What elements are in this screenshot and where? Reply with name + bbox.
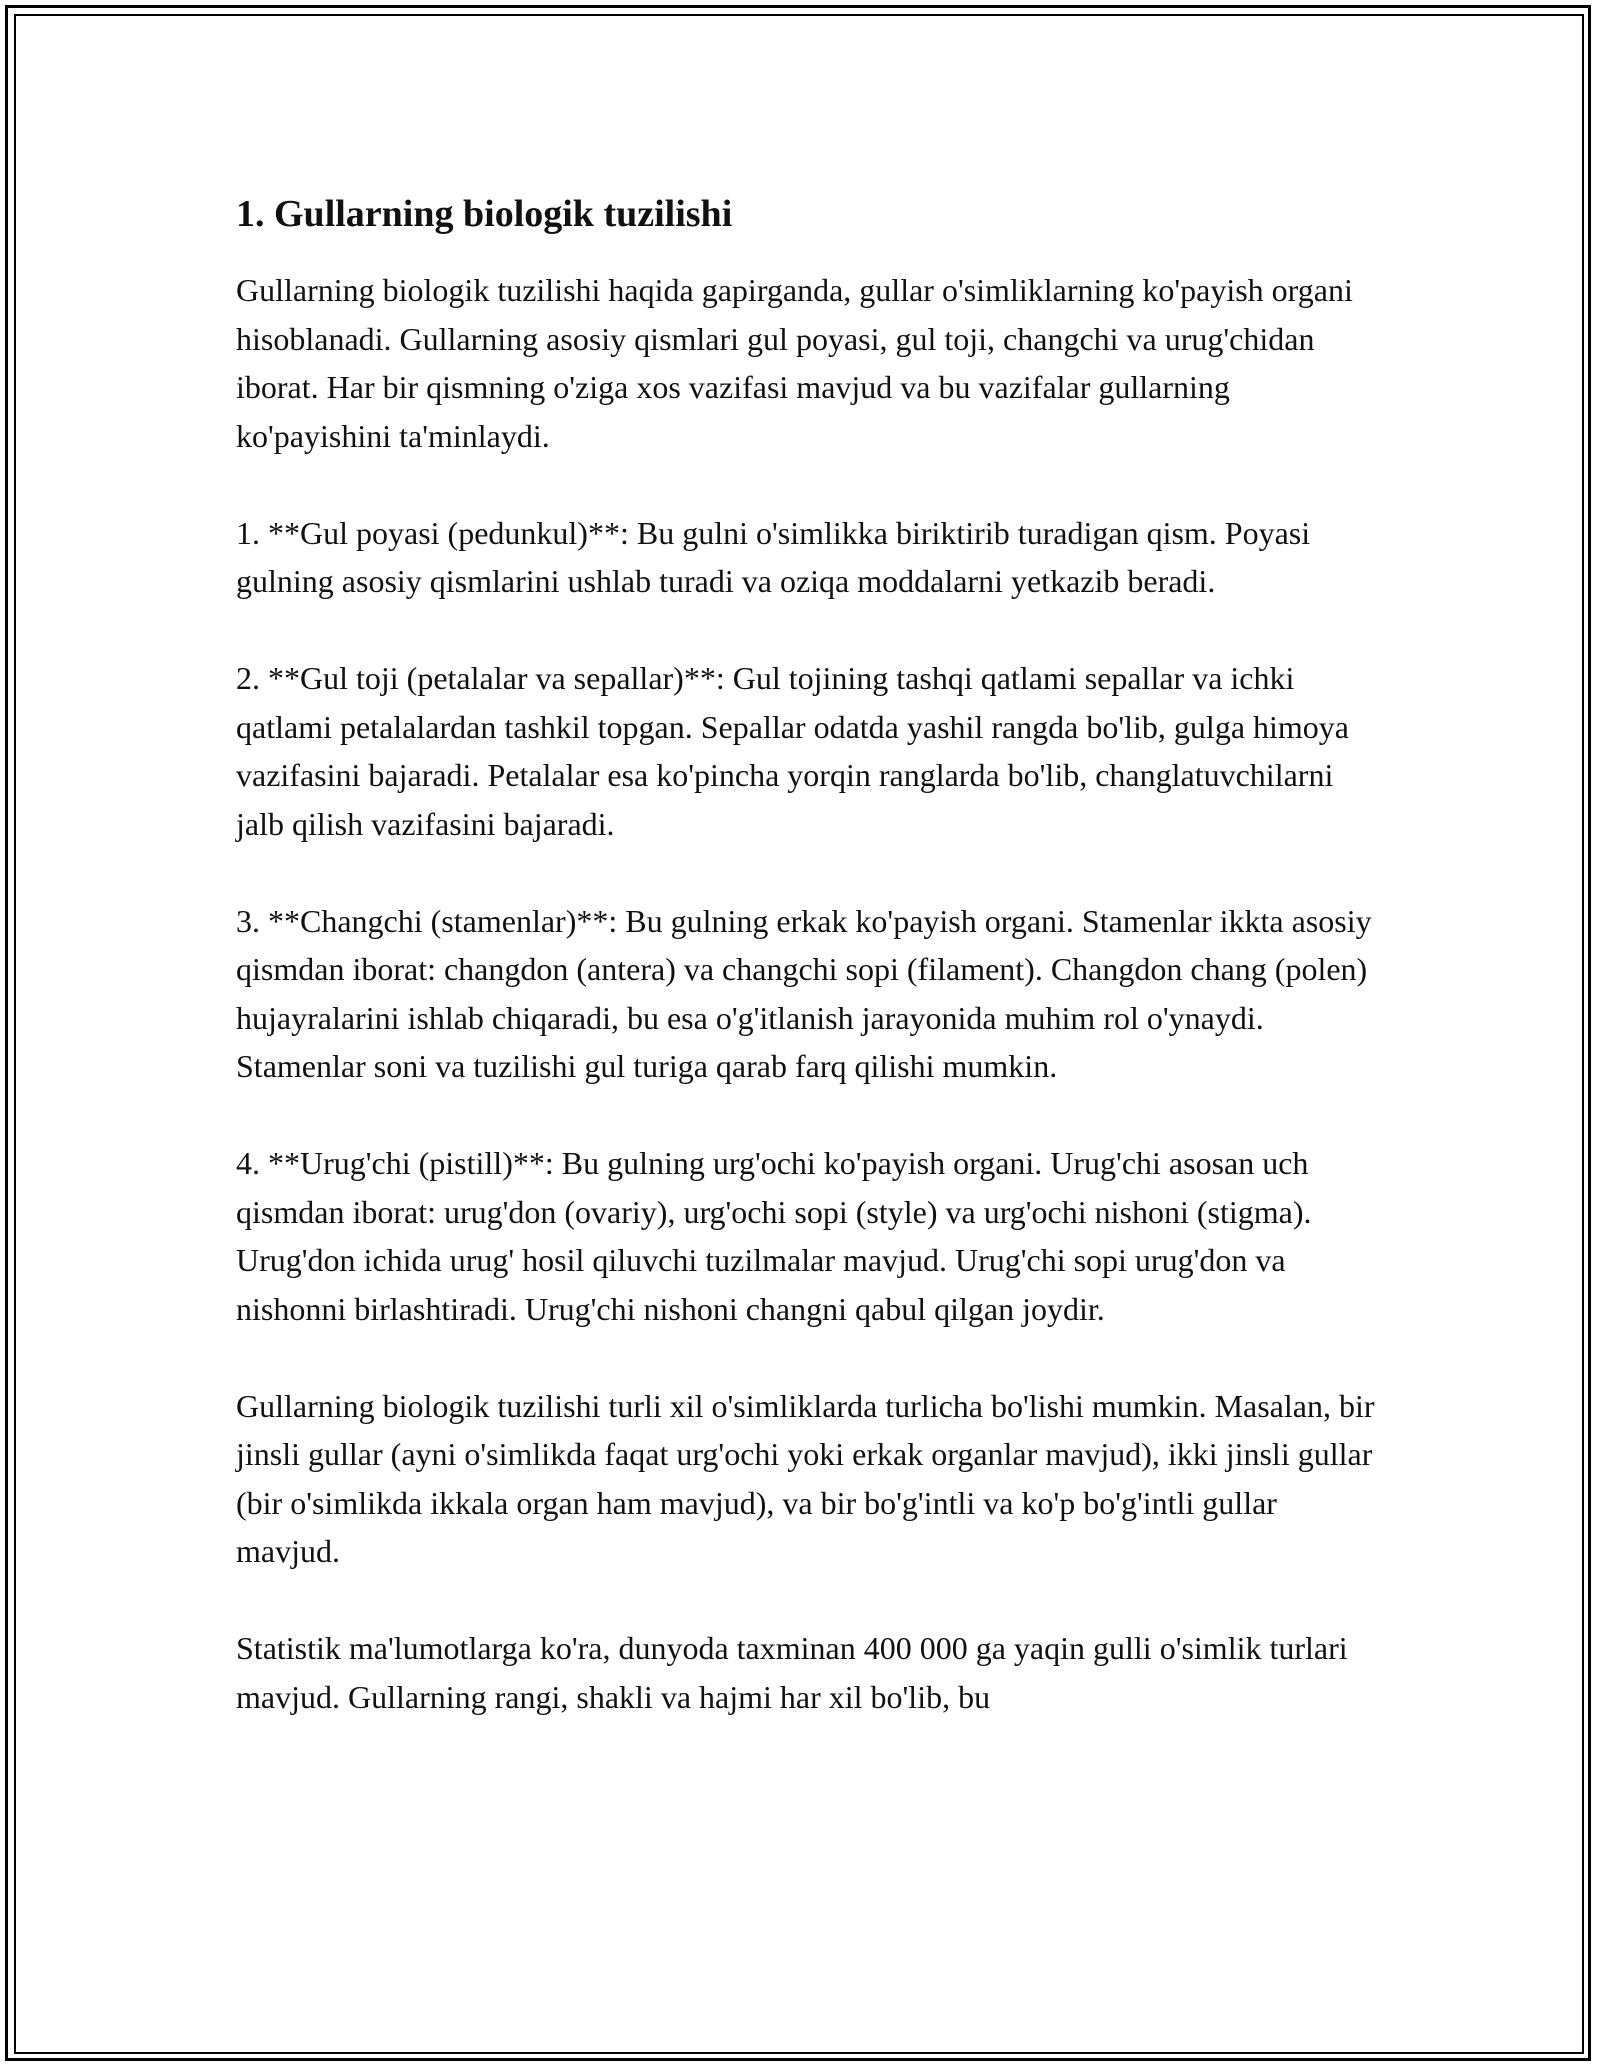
section-title: 1. Gullarning biologik tuzilishi: [236, 193, 733, 235]
paragraph-gul-toji: 2. **Gul toji (petalalar va sepallar)**: Gul tojining tashqi qatlami sepallar va ichki qatlami petalalardan tashkil topgan. Sepallar odatda yashil rangda bo'lib, gulga himoya vazifasini bajaradi. Petalalar esa ko'pincha yorqin ranglarda bo'lib, changlatuvchilarni jalb qilish vazifasini bajaradi.: [236, 660, 1349, 842]
paragraph-gul-poyasi: 1. **Gul poyasi (pedunkul)**: Bu gulni o'simlikka biriktirib turadigan qism. Poyasi gulning asosiy qismlarini ushlab turadi va oziqa moddalarni yetkazib beradi.: [236, 514, 1311, 599]
document-body: [236, 188, 1386, 1770]
paragraph-statistics: Statistik ma'lumotlarga ko'ra, dunyoda taxminan 400 000 ga yaqin gulli o'simlik turlari mavjud. Gullarning rangi, shakli va hajmi har xil bo'lib, bu: [236, 1630, 1348, 1715]
paragraph-intro: Gullarning biologik tuzilishi haqida gapirganda, gullar o'simliklarning ko'payish organi hisoblanadi. Gullarning asosiy qismlari gul poyasi, gul toji, changchi va urug'chidan iborat. Har bir qismning o'ziga xos vazifasi mavjud va bu vazifalar gullarning ko'payishini ta'minlaydi.: [236, 272, 1353, 454]
paragraph-changchi: 3. **Changchi (stamenlar)**: Bu gulning erkak ko'payish organi. Stamenlar ikkta asosiy qismdan iborat: changdon (antera) va changchi sopi (filament). Changdon chang (polen) hujayralarini ishlab chiqaradi, bu esa o'g'itlanish jarayonida muhim rol o'ynaydi. Stamenlar soni va tuzilishi gul turiga qarab farq qilishi mumkin.: [236, 902, 1372, 1084]
paragraph-urugchi: 4. **Urug'chi (pistill)**: Bu gulning urg'ochi ko'payish organi. Urug'chi asosan uch qismdan iborat: urug'don (ovariy), urg'ochi sopi (style) va urg'ochi nishoni (stigma). Urug'don ichida urug' hosil qiluvchi tuzilmalar mavjud. Urug'chi sopi urug'don va nishonni birlashtiradi. Urug'chi nishoni changni qabul qilgan joydir.: [236, 1145, 1312, 1327]
paragraph-variations: Gullarning biologik tuzilishi turli xil o'simliklarda turlicha bo'lishi mumkin. Masalan, bir jinsli gullar (ayni o'simlikda faqat urg'ochi yoki erkak organlar mavjud), ikki jinsli gullar (bir o'simlikda ikkala organ ham mavjud), va bir bo'g'intli va ko'p bo'g'intli gullar mavjud.: [236, 1387, 1375, 1569]
